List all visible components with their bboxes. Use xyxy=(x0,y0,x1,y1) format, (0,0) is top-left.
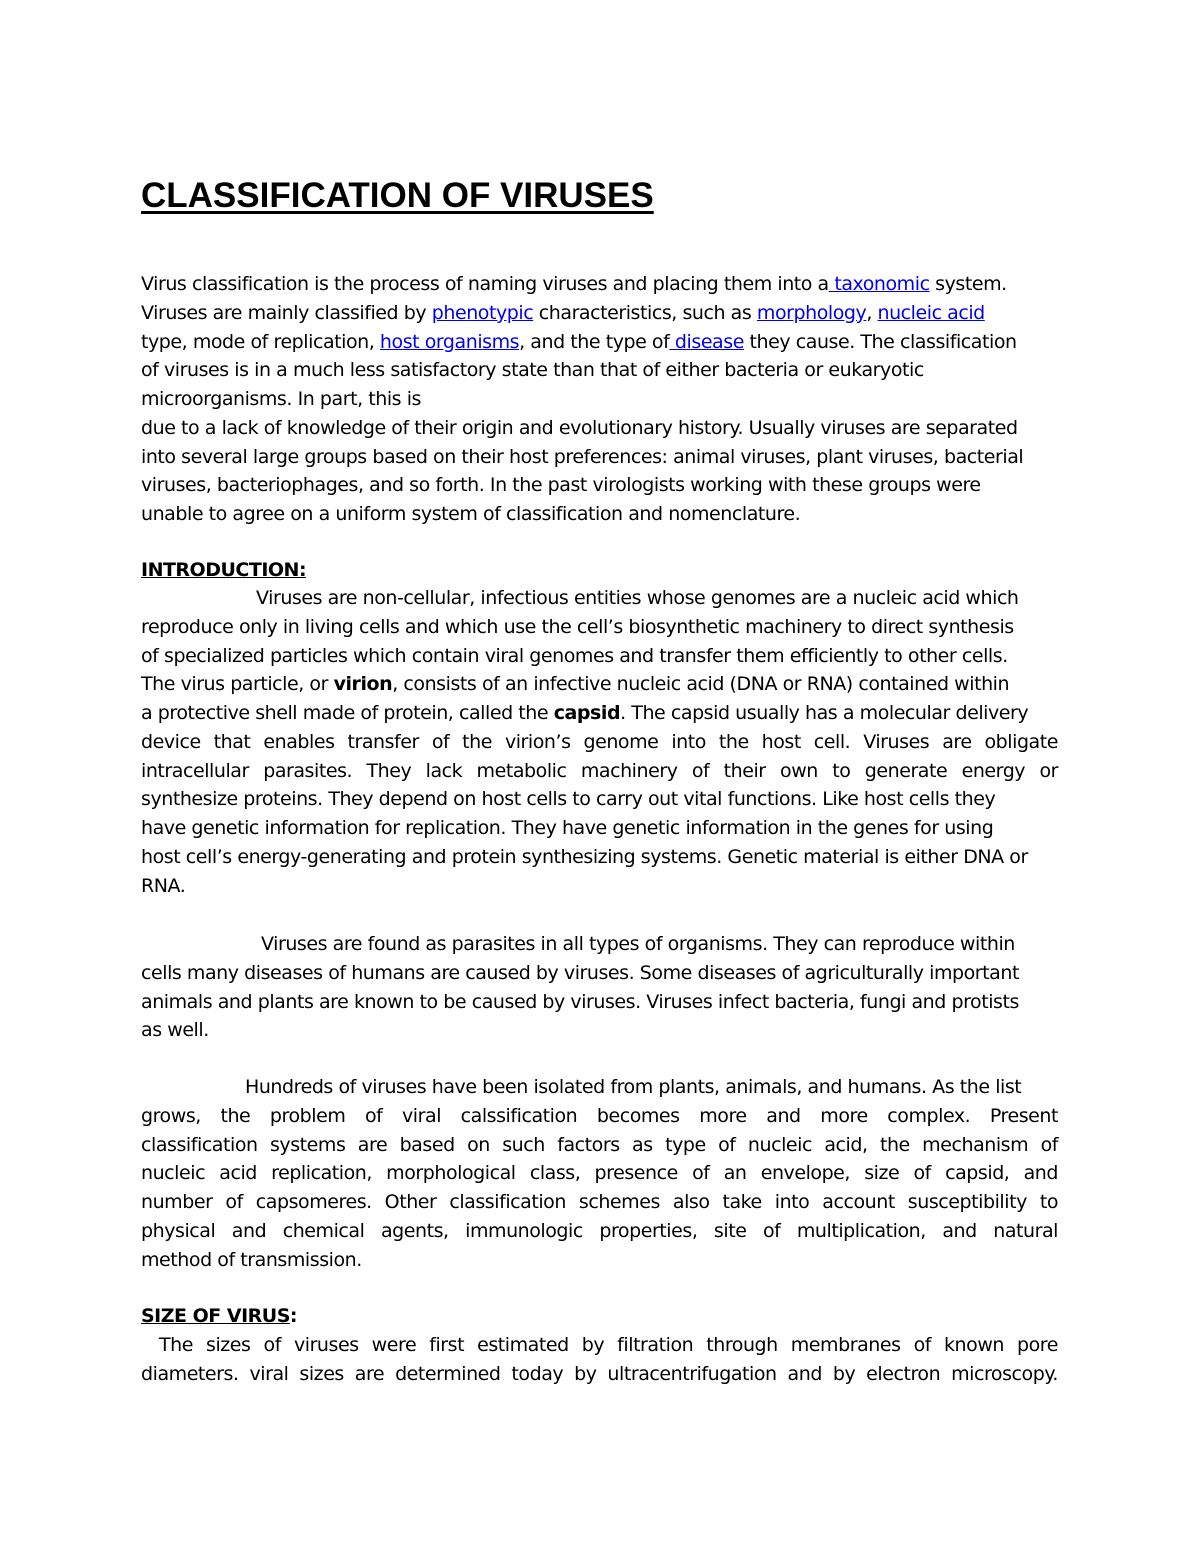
text-line: diameters. viral sizes are determined today by ultracentrifugation and by electron microscopy. xyxy=(141,1362,1058,1385)
text-line: animals and plants are known to be caused by viruses. Viruses infect bacteria, fungi and protists xyxy=(141,990,1019,1013)
introduction-paragraph xyxy=(141,584,1058,900)
text-line: reproduce only in living cells and which use the cell’s biosynthetic machinery to direct synthesis xyxy=(141,615,1014,638)
text-line: due to a lack of knowledge of their origin and evolutionary history. Usually viruses are separated xyxy=(141,416,1018,439)
text-line: synthesize proteins. They depend on host cells to carry out vital functions. Like host cells they xyxy=(141,788,996,811)
text-line: as well. xyxy=(141,1019,209,1042)
virion-term: virion xyxy=(333,673,393,696)
text-line: microorganisms. In part, this is xyxy=(141,388,421,410)
introduction-heading: INTRODUCTION: xyxy=(141,559,307,581)
text-line: unable to agree on a uniform system of classification and nomenclature. xyxy=(141,503,801,525)
text-line: RNA. xyxy=(141,874,186,897)
text-line: of specialized particles which contain viral genomes and transfer them efficiently to other cells. xyxy=(141,644,1008,667)
text-line: Hundreds of viruses have been isolated from plants, animals, and humans. As the list xyxy=(245,1076,1022,1098)
classification-paragraph xyxy=(141,270,1058,529)
text-line: number of capsomeres. Other classification schemes also take into account susceptibility to xyxy=(141,1191,1058,1213)
text-line: viruses, bacteriophages, and so forth. In the past virologists working with these groups were xyxy=(141,474,981,497)
text-line: Viruses are found as parasites in all types of organisms. They can reproduce within xyxy=(261,933,1015,955)
text-line: Virus classification is the process of naming viruses and placing them into a taxonomic system. xyxy=(141,273,1007,295)
text-line: The sizes of viruses were first estimated by filtration through membranes of known pore xyxy=(159,1334,1058,1356)
text-line: Viruses are non-cellular, infectious entities whose genomes are a nucleic acid which xyxy=(256,587,1019,609)
isolation-paragraph xyxy=(141,1073,1058,1274)
page-title: CLASSIFICATION OF VIRUSES xyxy=(141,176,654,215)
text-line: intracellular parasites. They lack metabolic machinery of their own to generate energy or xyxy=(141,759,1058,782)
text-line: into several large groups based on their host preferences: animal viruses, plant viruses, bacterial xyxy=(141,445,1024,468)
phenotypic-link[interactable]: phenotypic xyxy=(431,301,534,324)
morphology-link[interactable]: morphology xyxy=(756,301,867,324)
text-line: host cell’s energy-generating and protein synthesizing systems. Genetic material is either DNA or xyxy=(141,845,1028,868)
disease-link[interactable]: disease xyxy=(669,330,744,353)
text-line: nucleic acid replication, morphological class, presence of an envelope, size of capsid, and xyxy=(141,1162,1058,1185)
text-line: grows, the problem of viral calssification becomes more and more complex. Present xyxy=(141,1104,1058,1127)
text-line: have genetic information for replication. They have genetic information in the genes for using xyxy=(141,817,994,839)
text-line: The virus particle, or virion, consists of an infective nucleic acid (DNA or RNA) contained within xyxy=(141,673,1010,696)
text-line: classification systems are based on such factors as type of nucleic acid, the mechanism of xyxy=(141,1133,1058,1156)
text-line: method of transmission. xyxy=(141,1248,362,1271)
text-line: Viruses are mainly classified by phenotypic characteristics, such as morphology, nucleic acid xyxy=(141,301,985,324)
text-line: a protective shell made of protein, called the capsid. The capsid usually has a molecular delivery xyxy=(141,702,1029,724)
text-line: type, mode of replication, host organisms, and the type of disease they cause. The classification xyxy=(141,330,1017,353)
size-of-virus-heading: SIZE OF VIRUS: xyxy=(141,1305,297,1327)
parasites-paragraph xyxy=(141,930,1058,1045)
nucleic-acid-link[interactable]: nucleic acid xyxy=(877,301,985,324)
text-line: of viruses is in a much less satisfactory state than that of either bacteria or eukaryotic xyxy=(141,359,924,382)
size-paragraph xyxy=(141,1331,1058,1389)
text-line: physical and chemical agents, immunologic properties, site of multiplication, and natural xyxy=(141,1219,1058,1242)
host-organisms-link[interactable]: host organisms xyxy=(379,330,520,353)
text-line: device that enables transfer of the virion’s genome into the host cell. Viruses are obligate xyxy=(141,730,1058,753)
taxonomic-link[interactable]: taxonomic xyxy=(828,273,930,295)
text-line: cells many diseases of humans are caused by viruses. Some diseases of agriculturally important xyxy=(141,961,1019,984)
capsid-term: capsid xyxy=(553,702,621,724)
